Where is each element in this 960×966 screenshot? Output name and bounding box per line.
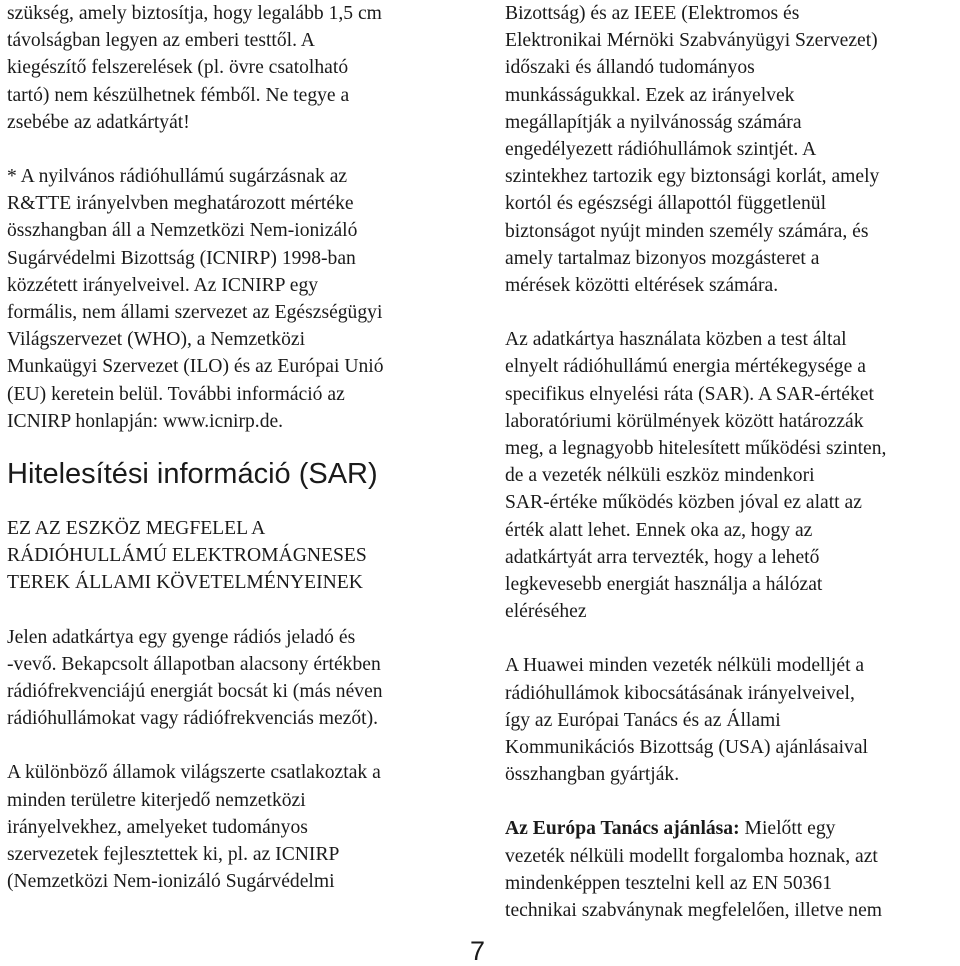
section-heading: Hitelesítési információ (SAR) <box>7 458 378 491</box>
states-paragraph: A különböző államok világszerte csatlakoztak a minden területre kiterjedő nemzetközi irányelvekhez, amelyeket tudományos szervezetek fejlesztettek ki, pl. az ICNIRP (Nemzetközi Nem-ionizáló Sugárvédelmi <box>7 762 381 893</box>
sar-paragraph: Az adatkártya használata közben a test által elnyelt rádióhullámú energia mértékegysége a specifikus elnyelési ráta (SAR). A SAR-értéket laboratóriumi körülmények között határozzák meg, a legnagyobb hitelesített működési szinten, de a vezeték nélküli eszköz mindenkori SAR-értéke működés közben jóval ez alatt az érték alatt lehet. Ennek oka az, hogy az adatkártyát arra tervezték, hogy a lehető legkevesebb energiát használja a hálózat eléréséhez <box>505 329 887 623</box>
council-text: Mielőtt egy vezeték nélküli modellt forgalomba hoznak, azt mindenképpen tesztelni kell az EN 50361 technikai szabványnak megfelelően, illetve nem <box>505 818 883 922</box>
compliance-statement: EZ AZ ESZKÖZ MEGFELEL A RÁDIÓHULLÁMÚ ELEKTROMÁGNESES TEREK ÁLLAMI KÖVETELMÉNYEINEK <box>7 518 367 594</box>
right-column <box>505 0 957 924</box>
page-number: 7 <box>470 936 486 966</box>
device-paragraph: Jelen adatkártya egy gyenge rádiós jeladó és -vevő. Bekapcsolt állapotban alacsony értékben rádiófrekvenciájú energiát bocsát ki (más néven rádióhullámokat vagy rádiófrekvenciás mezőt). <box>7 626 383 730</box>
intro-paragraph: szükség, amely biztosítja, hogy legalább 1,5 cm távolságban legyen az emberi testtől. A kiegészítő felszerelések (pl. övre csatolható tartó) nem készülhetnek fémből. Ne tegye a zsebébe az adatkártyát! <box>7 3 382 133</box>
continuation-paragraph: Bizottság) és az IEEE (Elektromos és Elektronikai Mérnöki Szabványügyi Szervezet) időszaki és állandó tudományos munkásságukkal. Ezek az irányelvek megállapítják a nyilvánosság számára engedélyezett rádióhullámok szintjét. A szintekhez tartozik egy biztonsági korlát, amely kortól és egészségi állapottól függetlenül biztonságot nyújt minden személy számára, és amely tartalmaz bizonyos mozgásteret a mérések közötti eltérések számára. <box>505 3 880 297</box>
icnirp-paragraph: * A nyilvános rádióhullámú sugárzásnak az R&TTE irányelvben meghatározott mértéke összhangban áll a Nemzetközi Nem-ionizáló Sugárvédelmi Bizottság (ICNIRP) 1998-ban közzétett irányelveivel. Az ICNIRP egy formális, nem állami szervezet az Egészségügyi Világszervezet (WHO), a Nemzetközi Munkaügyi Szervezet (ILO) és az Európai Unió (EU) keretein belül. További információ az ICNIRP honlapján: www.icnirp.de. <box>7 166 384 432</box>
huawei-paragraph: A Huawei minden vezeték nélküli modelljét a rádióhullámok kibocsátásának irányelveivel, így az Európai Tanács és az Állami Kommunikációs Bizottság (USA) ajánlásaival összhangban gyártják. <box>505 655 868 786</box>
council-label: Az Európa Tanács ajánlása: <box>505 818 740 840</box>
left-column <box>7 0 467 895</box>
council-paragraph <box>505 815 957 924</box>
